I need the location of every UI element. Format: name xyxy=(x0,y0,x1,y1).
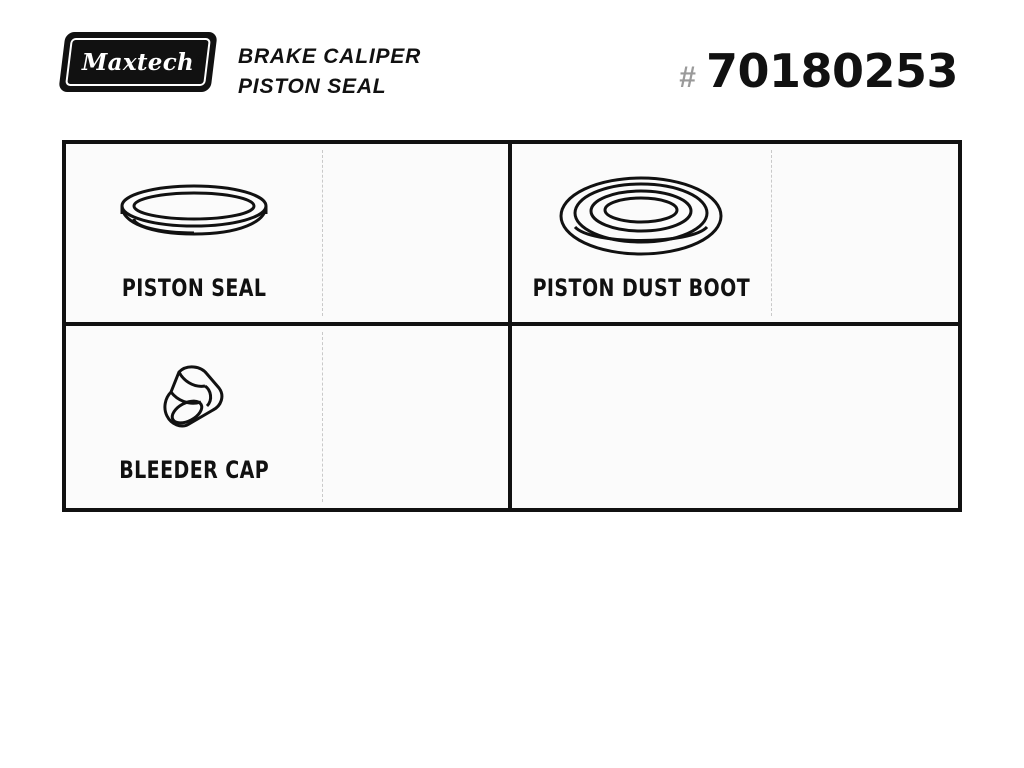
sheet-header xyxy=(0,0,1024,120)
grid-cell-piston-dust-boot xyxy=(512,144,958,322)
product-title xyxy=(238,42,421,102)
maxtech-logo-badge xyxy=(58,32,217,92)
grid-row xyxy=(66,326,958,508)
part-number-block xyxy=(679,44,958,98)
cell-label-piston-seal: PISTON SEAL xyxy=(121,274,267,302)
components-grid xyxy=(62,140,962,512)
cell-dashed-divider xyxy=(322,332,323,502)
hash-symbol: # xyxy=(679,61,696,94)
piston-seal-ring-icon xyxy=(66,166,322,271)
logo-wordmark: Maxtech xyxy=(81,48,195,76)
cell-label-piston-dust-boot: PISTON DUST BOOT xyxy=(532,274,751,302)
grid-cell-empty xyxy=(512,326,958,508)
part-number-value: 70180253 xyxy=(705,44,958,98)
registered-trademark-mark: ® xyxy=(196,54,205,66)
grid-cell-bleeder-cap xyxy=(66,326,512,508)
cell-dashed-divider xyxy=(771,150,772,316)
product-title-line-2: PISTON SEAL xyxy=(238,74,387,98)
cell-dashed-divider xyxy=(322,150,323,316)
grid-row xyxy=(66,144,958,326)
bleeder-cap-icon xyxy=(66,348,322,453)
grid-cell-piston-seal xyxy=(66,144,512,322)
product-title-line-1: BRAKE CALIPER xyxy=(238,45,422,68)
piston-dust-boot-icon xyxy=(512,166,771,271)
cell-label-bleeder-cap: BLEEDER CAP xyxy=(119,456,270,484)
